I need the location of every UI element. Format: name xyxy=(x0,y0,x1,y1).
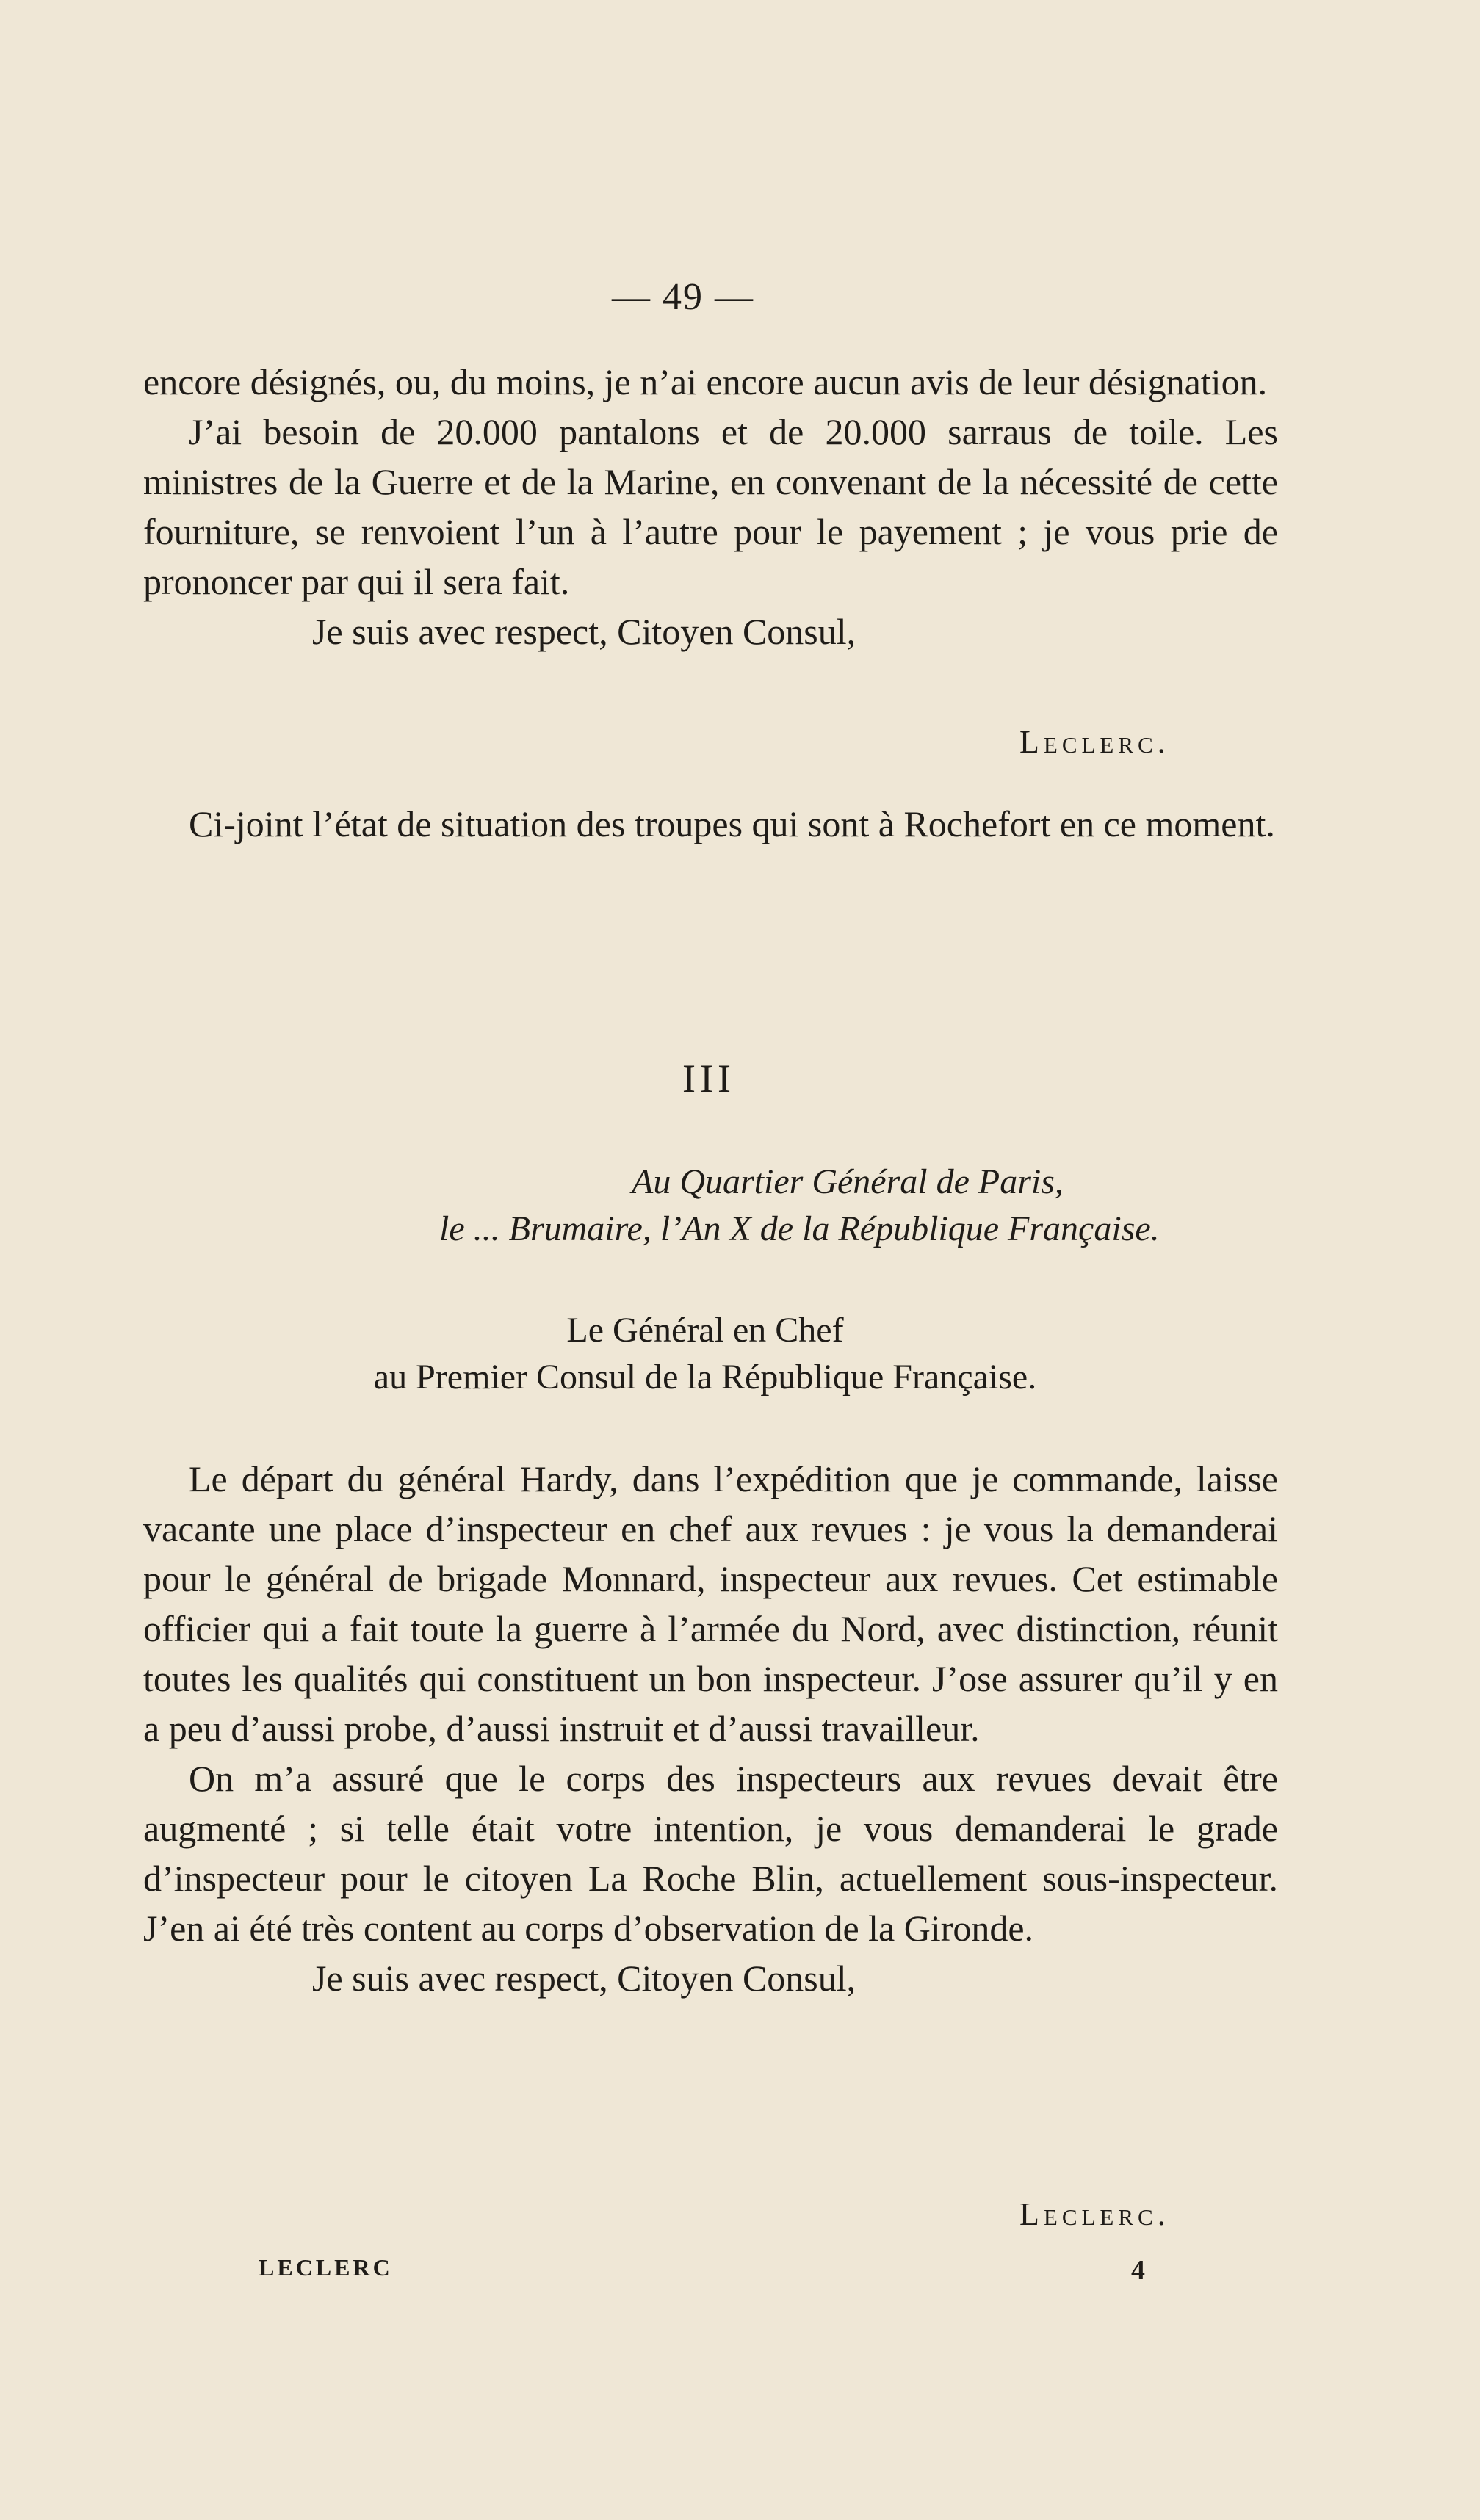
date-line: le ... Brumaire, l’An X de la République Française. xyxy=(439,1209,1160,1248)
closing-line: Je suis avec respect, Citoyen Consul, xyxy=(312,1958,856,1999)
page-number: — 49 — xyxy=(612,276,754,318)
paragraph: Ci-joint l’état de situation des troupes qui sont à Rochefort en ce moment. xyxy=(189,803,1275,844)
closing-line: Je suis avec respect, Citoyen Consul, xyxy=(312,611,856,652)
paragraph: J’ai besoin de 20.000 pantalons et de 20.000 sarraus de toile. Les ministres de la Guerre et de la Marine, en convenant de la nécessité de cette fourniture, se renvoient l’un à l’autre pour le payement ; je vous prie de prononcer par qui il sera fait. xyxy=(143,411,1278,602)
paragraph: On m’a assuré que le corps des inspecteurs aux revues devait être augmenté ; si telle était votre intention, je vous demanderai le grade d’inspecteur pour le citoyen La Roche Blin, actuellement sous-inspecteur. J’en ai été très content au corps d’observation de la Gironde. xyxy=(143,1758,1278,1949)
footer-signature-number: 4 xyxy=(1131,2255,1145,2286)
letter-recipient: au Premier Consul de la République Française. xyxy=(373,1358,1037,1397)
letter-body-bottom xyxy=(143,1454,1278,2003)
letter-sender: Le Général en Chef xyxy=(566,1311,844,1350)
signature: Leclerc. xyxy=(1019,2196,1170,2232)
paragraph: Le départ du général Hardy, dans l’expédition que je commande, laisse vacante une place d’inspecteur en chef aux revues : je vous la demanderai pour le général de brigade Monnard, inspecteur aux revues. Cet estimable officier qui a fait toute la guerre à l’armée du Nord, avec distinction, réunit toutes les qualités qui constituent un bon inspecteur. J’ose assurer qu’il y en a peu d’aussi probe, d’aussi instruit et d’aussi travailleur. xyxy=(143,1458,1278,1749)
paragraph: encore désignés, ou, du moins, je n’ai encore aucun avis de leur désignation. xyxy=(143,361,1268,402)
postscript xyxy=(143,799,1278,849)
letter-body-top xyxy=(143,357,1278,656)
signature: Leclerc. xyxy=(1019,724,1170,760)
footer-signature-mark: LECLERC xyxy=(259,2254,393,2281)
place-line: Au Quartier Général de Paris, xyxy=(632,1162,1064,1201)
section-number: III xyxy=(682,1057,735,1101)
